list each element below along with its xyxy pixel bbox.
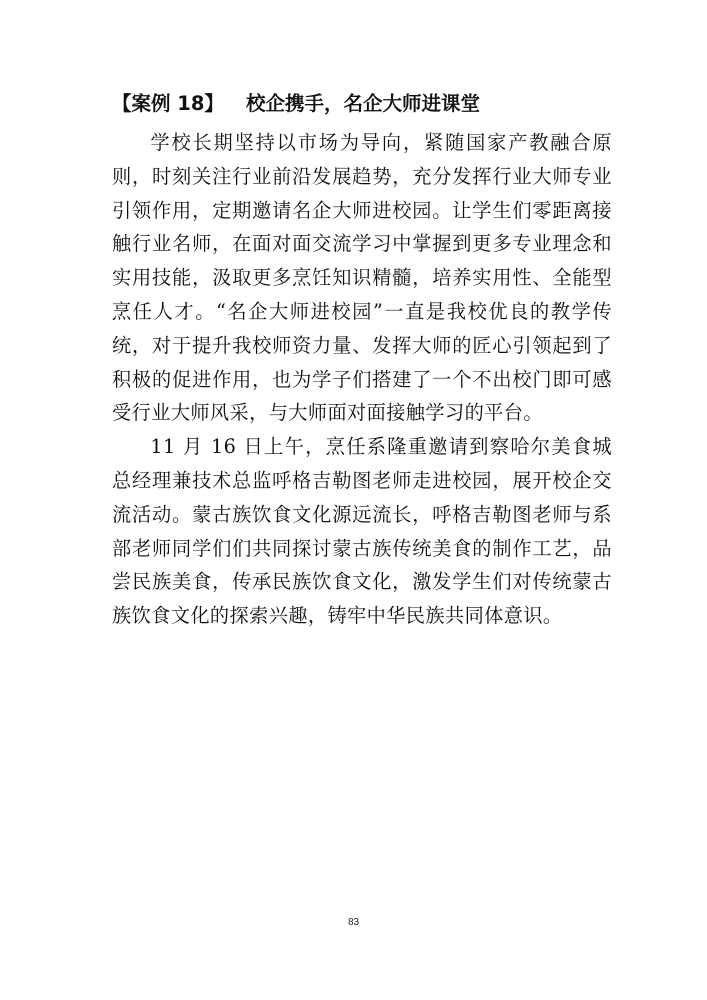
paragraph-event: 11 月 16 日上午，烹任系隆重邀请到察哈尔美食城总经理兼技术总监呼格吉勒图老师走进校园，展开校企交流活动。蒙古族饮食文化源远流长，呼格吉勒图老师与系部老师同学们们共同探讨蒙古族传统美食的制作工艺，品尝民族美食，传承民族饮食文化，激发学生们对传统蒙古族饮食文化的探索兴趣，铸牢中华民族共同体意识。 <box>112 435 612 628</box>
case-label: 【案例 18】 <box>112 92 224 115</box>
body-text <box>112 126 612 633</box>
case-title: 校企携手，名企大师进课堂 <box>245 92 480 115</box>
page-number: 83 <box>347 917 360 928</box>
paragraph-intro: 学校长期坚持以市场为导向，紧随国家产教融合原则，时刻关注行业前沿发展趋势，充分发挥行业大师专业引领作用，定期邀请名企大师进校园。让学生们零距离接触行业名师，在面对面交流学习中掌握到更多专业理念和实用技能，汲取更多烹饪知识精髓，培养实用性、全能型烹任人才。“名企大师进校园”一直是我校优良的教学传统，对于提升我校师资力量、发挥大师的匠心引领起到了积极的促进作用，也为学子们搭建了一个不出校门即可感受行业大师风采，与大师面对面接触学习的平台。 <box>112 131 612 425</box>
case-heading <box>112 90 632 118</box>
